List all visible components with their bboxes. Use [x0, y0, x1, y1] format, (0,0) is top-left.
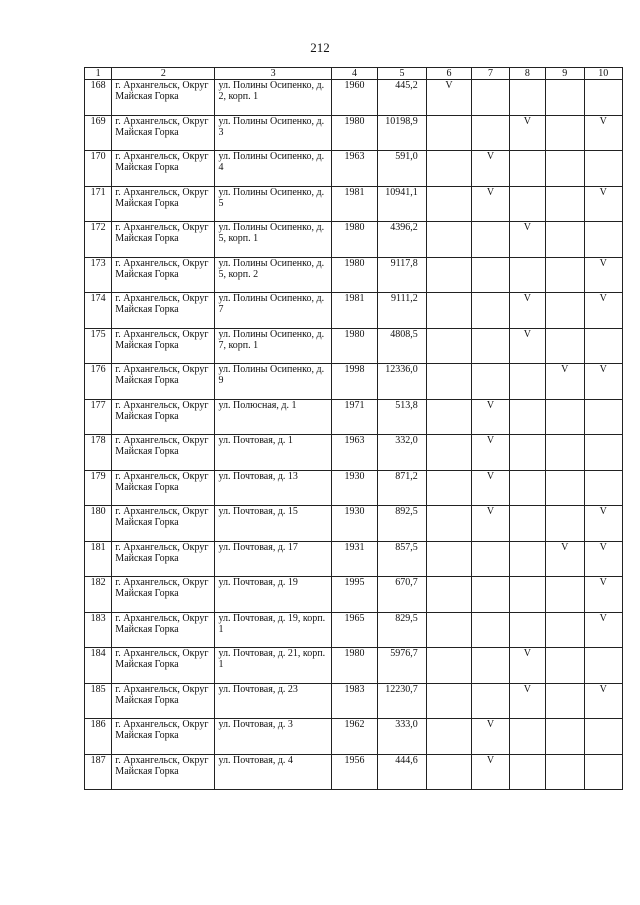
- mark-cell-col10: V: [584, 612, 623, 648]
- city-cell: г. Архангельск, Округ Майская Горка: [112, 506, 215, 542]
- year-cell: 1956: [331, 754, 378, 790]
- area-cell: 10198,9: [378, 115, 427, 151]
- table-row: [85, 364, 623, 400]
- row-number-cell: 181: [85, 541, 112, 577]
- column-header: 10: [584, 68, 623, 80]
- city-cell: г. Архангельск, Округ Майская Горка: [112, 328, 215, 364]
- mark-cell-col7: [472, 115, 509, 151]
- mark-cell-col7: [472, 80, 509, 116]
- mark-cell-col9: [546, 151, 584, 187]
- row-number-cell: 187: [85, 754, 112, 790]
- city-cell: г. Архангельск, Округ Майская Горка: [112, 541, 215, 577]
- table-row: [85, 293, 623, 329]
- address-cell: ул. Полины Осипенко, д. 2, корп. 1: [215, 80, 331, 116]
- city-cell: г. Архангельск, Округ Майская Горка: [112, 612, 215, 648]
- mark-cell-col6: [426, 328, 472, 364]
- row-number-cell: 173: [85, 257, 112, 293]
- address-cell: ул. Почтовая, д. 15: [215, 506, 331, 542]
- city-cell: г. Архангельск, Округ Майская Горка: [112, 257, 215, 293]
- building-registry-table: [84, 67, 623, 790]
- mark-cell-col9: V: [546, 541, 584, 577]
- row-number-cell: 183: [85, 612, 112, 648]
- mark-cell-col7: [472, 577, 509, 613]
- mark-cell-col7: V: [472, 470, 509, 506]
- mark-cell-col9: [546, 648, 584, 684]
- table-row: [85, 186, 623, 222]
- year-cell: 1980: [331, 648, 378, 684]
- city-cell: г. Архангельск, Округ Майская Горка: [112, 186, 215, 222]
- table-row: [85, 80, 623, 116]
- mark-cell-col7: V: [472, 719, 509, 755]
- mark-cell-col9: [546, 115, 584, 151]
- area-cell: 670,7: [378, 577, 427, 613]
- table-row: [85, 435, 623, 471]
- table-row: [85, 754, 623, 790]
- column-header: 4: [331, 68, 378, 80]
- column-header: 1: [85, 68, 112, 80]
- row-number-cell: 169: [85, 115, 112, 151]
- mark-cell-col6: [426, 115, 472, 151]
- mark-cell-col8: [509, 541, 545, 577]
- year-cell: 1980: [331, 328, 378, 364]
- row-number-cell: 175: [85, 328, 112, 364]
- mark-cell-col6: [426, 151, 472, 187]
- mark-cell-col10: [584, 648, 623, 684]
- mark-cell-col8: V: [509, 293, 545, 329]
- area-cell: 333,0: [378, 719, 427, 755]
- mark-cell-col9: [546, 399, 584, 435]
- year-cell: 1965: [331, 612, 378, 648]
- page-number: 212: [310, 40, 330, 55]
- mark-cell-col7: [472, 293, 509, 329]
- table-row: [85, 612, 623, 648]
- row-number-cell: 172: [85, 222, 112, 258]
- year-cell: 1931: [331, 541, 378, 577]
- mark-cell-col8: [509, 577, 545, 613]
- area-cell: 9117,8: [378, 257, 427, 293]
- mark-cell-col7: [472, 683, 509, 719]
- mark-cell-col9: [546, 293, 584, 329]
- mark-cell-col10: V: [584, 257, 623, 293]
- city-cell: г. Архангельск, Округ Майская Горка: [112, 399, 215, 435]
- mark-cell-col7: V: [472, 754, 509, 790]
- address-cell: ул. Полины Осипенко, д. 9: [215, 364, 331, 400]
- mark-cell-col7: V: [472, 186, 509, 222]
- area-cell: 445,2: [378, 80, 427, 116]
- table-row: [85, 541, 623, 577]
- mark-cell-col9: [546, 719, 584, 755]
- mark-cell-col8: V: [509, 222, 545, 258]
- mark-cell-col8: [509, 719, 545, 755]
- mark-cell-col7: [472, 222, 509, 258]
- city-cell: г. Архангельск, Округ Майская Горка: [112, 80, 215, 116]
- address-cell: ул. Почтовая, д. 17: [215, 541, 331, 577]
- mark-cell-col10: [584, 399, 623, 435]
- mark-cell-col6: [426, 648, 472, 684]
- table-row: [85, 719, 623, 755]
- row-number-cell: 177: [85, 399, 112, 435]
- mark-cell-col9: [546, 470, 584, 506]
- mark-cell-col8: [509, 470, 545, 506]
- mark-cell-col8: [509, 364, 545, 400]
- mark-cell-col6: [426, 435, 472, 471]
- mark-cell-col6: [426, 470, 472, 506]
- area-cell: 9111,2: [378, 293, 427, 329]
- mark-cell-col6: [426, 257, 472, 293]
- table-row: [85, 683, 623, 719]
- mark-cell-col8: V: [509, 328, 545, 364]
- mark-cell-col8: [509, 80, 545, 116]
- address-cell: ул. Почтовая, д. 1: [215, 435, 331, 471]
- mark-cell-col6: [426, 364, 472, 400]
- city-cell: г. Архангельск, Округ Майская Горка: [112, 364, 215, 400]
- year-cell: 1962: [331, 719, 378, 755]
- mark-cell-col6: [426, 683, 472, 719]
- address-cell: ул. Полины Осипенко, д. 7: [215, 293, 331, 329]
- row-number-cell: 185: [85, 683, 112, 719]
- table-body: [85, 68, 623, 790]
- mark-cell-col6: [426, 541, 472, 577]
- year-cell: 1930: [331, 506, 378, 542]
- mark-cell-col10: V: [584, 364, 623, 400]
- year-cell: 1963: [331, 435, 378, 471]
- table-row: [85, 648, 623, 684]
- year-cell: 1980: [331, 222, 378, 258]
- mark-cell-col10: [584, 222, 623, 258]
- mark-cell-col7: V: [472, 506, 509, 542]
- mark-cell-col10: [584, 80, 623, 116]
- mark-cell-col10: [584, 151, 623, 187]
- mark-cell-col10: V: [584, 577, 623, 613]
- table-row: [85, 328, 623, 364]
- mark-cell-col9: [546, 577, 584, 613]
- city-cell: г. Архангельск, Округ Майская Горка: [112, 151, 215, 187]
- row-number-cell: 180: [85, 506, 112, 542]
- area-cell: 513,8: [378, 399, 427, 435]
- column-header: 8: [509, 68, 545, 80]
- mark-cell-col7: [472, 364, 509, 400]
- mark-cell-col8: [509, 435, 545, 471]
- mark-cell-col8: [509, 754, 545, 790]
- address-cell: ул. Почтовая, д. 19: [215, 577, 331, 613]
- row-number-cell: 170: [85, 151, 112, 187]
- mark-cell-col9: V: [546, 364, 584, 400]
- mark-cell-col10: V: [584, 506, 623, 542]
- year-cell: 1971: [331, 399, 378, 435]
- area-cell: 829,5: [378, 612, 427, 648]
- mark-cell-col9: [546, 328, 584, 364]
- address-cell: ул. Полюсная, д. 1: [215, 399, 331, 435]
- mark-cell-col10: [584, 328, 623, 364]
- year-cell: 1963: [331, 151, 378, 187]
- mark-cell-col10: [584, 435, 623, 471]
- column-header: 6: [426, 68, 472, 80]
- table-row: [85, 470, 623, 506]
- mark-cell-col6: [426, 719, 472, 755]
- mark-cell-col8: [509, 257, 545, 293]
- mark-cell-col10: V: [584, 541, 623, 577]
- mark-cell-col6: V: [426, 80, 472, 116]
- mark-cell-col8: V: [509, 683, 545, 719]
- mark-cell-col8: [509, 612, 545, 648]
- mark-cell-col9: [546, 506, 584, 542]
- row-number-cell: 174: [85, 293, 112, 329]
- area-cell: 892,5: [378, 506, 427, 542]
- mark-cell-col8: [509, 186, 545, 222]
- row-number-cell: 168: [85, 80, 112, 116]
- area-cell: 12336,0: [378, 364, 427, 400]
- mark-cell-col10: V: [584, 186, 623, 222]
- mark-cell-col7: [472, 328, 509, 364]
- mark-cell-col9: [546, 754, 584, 790]
- mark-cell-col6: [426, 399, 472, 435]
- mark-cell-col9: [546, 80, 584, 116]
- address-cell: ул. Полины Осипенко, д. 7, корп. 1: [215, 328, 331, 364]
- row-number-cell: 182: [85, 577, 112, 613]
- table-row: [85, 577, 623, 613]
- mark-cell-col8: [509, 151, 545, 187]
- table-header-row: [85, 68, 623, 80]
- mark-cell-col6: [426, 186, 472, 222]
- year-cell: 1980: [331, 257, 378, 293]
- year-cell: 1995: [331, 577, 378, 613]
- row-number-cell: 184: [85, 648, 112, 684]
- mark-cell-col7: [472, 541, 509, 577]
- mark-cell-col10: [584, 719, 623, 755]
- column-header: 7: [472, 68, 509, 80]
- column-header: 2: [112, 68, 215, 80]
- city-cell: г. Архангельск, Округ Майская Горка: [112, 719, 215, 755]
- mark-cell-col10: [584, 754, 623, 790]
- year-cell: 1981: [331, 186, 378, 222]
- city-cell: г. Архангельск, Округ Майская Горка: [112, 222, 215, 258]
- mark-cell-col6: [426, 577, 472, 613]
- year-cell: 1960: [331, 80, 378, 116]
- city-cell: г. Архангельск, Округ Майская Горка: [112, 293, 215, 329]
- city-cell: г. Архангельск, Округ Майская Горка: [112, 577, 215, 613]
- mark-cell-col6: [426, 754, 472, 790]
- area-cell: 871,2: [378, 470, 427, 506]
- mark-cell-col10: V: [584, 115, 623, 151]
- mark-cell-col9: [546, 612, 584, 648]
- address-cell: ул. Полины Осипенко, д. 3: [215, 115, 331, 151]
- mark-cell-col9: [546, 257, 584, 293]
- area-cell: 591,0: [378, 151, 427, 187]
- table-row: [85, 151, 623, 187]
- address-cell: ул. Полины Осипенко, д. 5, корп. 2: [215, 257, 331, 293]
- address-cell: ул. Полины Осипенко, д. 5, корп. 1: [215, 222, 331, 258]
- year-cell: 1983: [331, 683, 378, 719]
- area-cell: 10941,1: [378, 186, 427, 222]
- address-cell: ул. Почтовая, д. 3: [215, 719, 331, 755]
- city-cell: г. Архангельск, Округ Майская Горка: [112, 435, 215, 471]
- address-cell: ул. Почтовая, д. 23: [215, 683, 331, 719]
- table-row: [85, 506, 623, 542]
- city-cell: г. Архангельск, Округ Майская Горка: [112, 648, 215, 684]
- address-cell: ул. Почтовая, д. 21, корп. 1: [215, 648, 331, 684]
- mark-cell-col7: [472, 648, 509, 684]
- mark-cell-col8: [509, 399, 545, 435]
- address-cell: ул. Полины Осипенко, д. 4: [215, 151, 331, 187]
- address-cell: ул. Полины Осипенко, д. 5: [215, 186, 331, 222]
- mark-cell-col10: V: [584, 293, 623, 329]
- mark-cell-col9: [546, 435, 584, 471]
- city-cell: г. Архангельск, Округ Майская Горка: [112, 683, 215, 719]
- mark-cell-col6: [426, 222, 472, 258]
- mark-cell-col10: V: [584, 683, 623, 719]
- area-cell: 4396,2: [378, 222, 427, 258]
- area-cell: 444,6: [378, 754, 427, 790]
- area-cell: 5976,7: [378, 648, 427, 684]
- column-header: 5: [378, 68, 427, 80]
- mark-cell-col9: [546, 222, 584, 258]
- row-number-cell: 178: [85, 435, 112, 471]
- mark-cell-col6: [426, 293, 472, 329]
- city-cell: г. Архангельск, Округ Майская Горка: [112, 470, 215, 506]
- city-cell: г. Архангельск, Округ Майская Горка: [112, 115, 215, 151]
- mark-cell-col10: [584, 470, 623, 506]
- row-number-cell: 171: [85, 186, 112, 222]
- address-cell: ул. Почтовая, д. 19, корп. 1: [215, 612, 331, 648]
- mark-cell-col8: V: [509, 648, 545, 684]
- mark-cell-col6: [426, 506, 472, 542]
- table-row: [85, 257, 623, 293]
- table-row: [85, 115, 623, 151]
- mark-cell-col7: V: [472, 435, 509, 471]
- column-header: 3: [215, 68, 331, 80]
- mark-cell-col8: V: [509, 115, 545, 151]
- row-number-cell: 186: [85, 719, 112, 755]
- mark-cell-col7: V: [472, 151, 509, 187]
- address-cell: ул. Почтовая, д. 13: [215, 470, 331, 506]
- row-number-cell: 179: [85, 470, 112, 506]
- city-cell: г. Архангельск, Округ Майская Горка: [112, 754, 215, 790]
- table-row: [85, 222, 623, 258]
- year-cell: 1980: [331, 115, 378, 151]
- area-cell: 4808,5: [378, 328, 427, 364]
- column-header: 9: [546, 68, 584, 80]
- mark-cell-col7: [472, 257, 509, 293]
- area-cell: 857,5: [378, 541, 427, 577]
- address-cell: ул. Почтовая, д. 4: [215, 754, 331, 790]
- year-cell: 1981: [331, 293, 378, 329]
- mark-cell-col9: [546, 186, 584, 222]
- table-row: [85, 399, 623, 435]
- mark-cell-col6: [426, 612, 472, 648]
- row-number-cell: 176: [85, 364, 112, 400]
- mark-cell-col9: [546, 683, 584, 719]
- year-cell: 1930: [331, 470, 378, 506]
- mark-cell-col7: V: [472, 399, 509, 435]
- area-cell: 12230,7: [378, 683, 427, 719]
- mark-cell-col7: [472, 612, 509, 648]
- mark-cell-col8: [509, 506, 545, 542]
- year-cell: 1998: [331, 364, 378, 400]
- area-cell: 332,0: [378, 435, 427, 471]
